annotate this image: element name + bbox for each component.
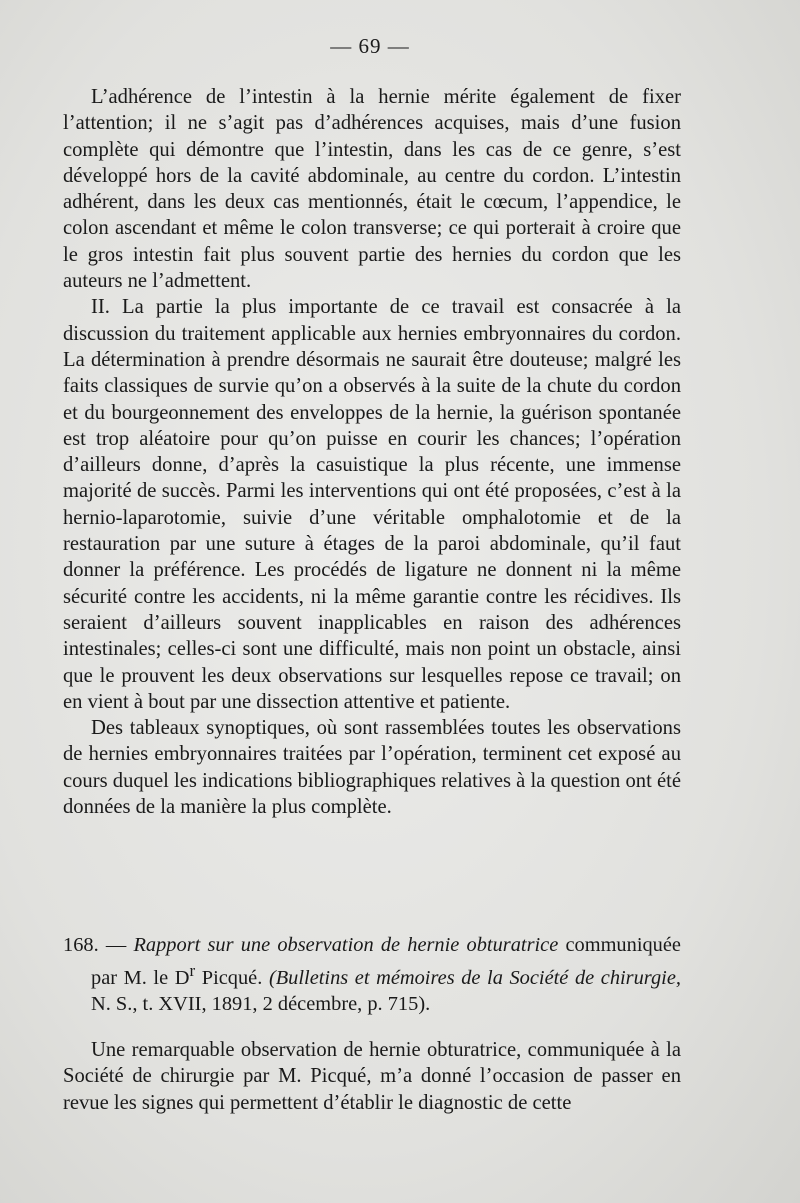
body-text xyxy=(63,84,681,820)
page-number: — 69 — xyxy=(330,34,410,58)
paragraph-adherence: L’adhérence de l’intestin à la hernie mérite également de fixer l’attention; il ne s’agit pas d’adhérences acquises, mais d’une fusion complète qui démontre que l’intestin, dans les cas de ce genre, s’est développé hors de la cavité abdominale, au centre du cordon. L’intestin adhérent, dans les deux cas mentionnés, était le cœcum, l’appendice, le colon ascendant et même le colon transverse; ce qui porterait à croire que le gros intestin fait plus souvent partie des hernies du cordon que les auteurs ne l’admettent. xyxy=(63,86,681,293)
reference-superscript: r xyxy=(189,961,196,981)
reference-title: Rapport sur une observation de hernie obturatrice xyxy=(133,934,559,956)
paragraph-treatment: II. La partie la plus importante de ce travail est consacrée à la discussion du traitement applicable aux hernies embryonnaires du cordon. La détermination à prendre désormais ne saurait être douteuse; malgré les faits classiques de survie qu’on a observés à la suite de la chute du cordon et du bourgeonnement des enveloppes de la hernie, la guérison spontanée est trop aléatoire pour qu’on puisse en courir les chances; l’opération d’ailleurs donne, d’après la casuistique la plus récente, une immense majorité de succès. Parmi les interventions qui ont été proposées, c’est à la hernio-laparotomie, suivie d’une véritable omphalotomie et de la restauration par une suture à étages de la paroi abdominale, qu’il faut donner la préférence. Les procédés de ligature ne donnent ni la même sécurité contre les accidents, ni la même garantie contre les récidives. Ils seraient d’ailleurs souvent inapplicables en raison des adhérences intestinales; celles-ci sont une difficulté, mais non point un obstacle, ainsi que le prouvent les deux observations sur lesquelles repose ce travail; on en vient à bout par une dissection attentive et patiente. xyxy=(63,296,681,713)
body-text-continued xyxy=(63,1037,681,1116)
reference-author: Picqué. xyxy=(201,967,263,990)
reference-details: N. S., t. XVII, 1891, 2 décembre, p. 715). xyxy=(91,993,431,1016)
reference-journal: (Bulletins et mémoires de la Société de chirurgie, xyxy=(268,967,681,990)
reference-entry-168 xyxy=(63,932,681,1018)
reference-number: 168. — xyxy=(63,934,127,956)
reference-mid: communiquée par M. le D xyxy=(91,934,681,990)
paragraph-obturator-hernia: Une remarquable observation de hernie obturatrice, communiquée à la Société de chirurgie par M. Picqué, m’a donné l’occasion de passer en revue les signes qui permettent d’établir le diagnostic de cette xyxy=(63,1039,681,1114)
paragraph-synoptic-tables: Des tableaux synoptiques, où sont rassemblées toutes les observations de hernies embryonnaires traitées par l’opération, terminent cet exposé au cours duquel les indications bibliographiques relatives à la question ont été données de la manière la plus complète. xyxy=(63,717,681,819)
